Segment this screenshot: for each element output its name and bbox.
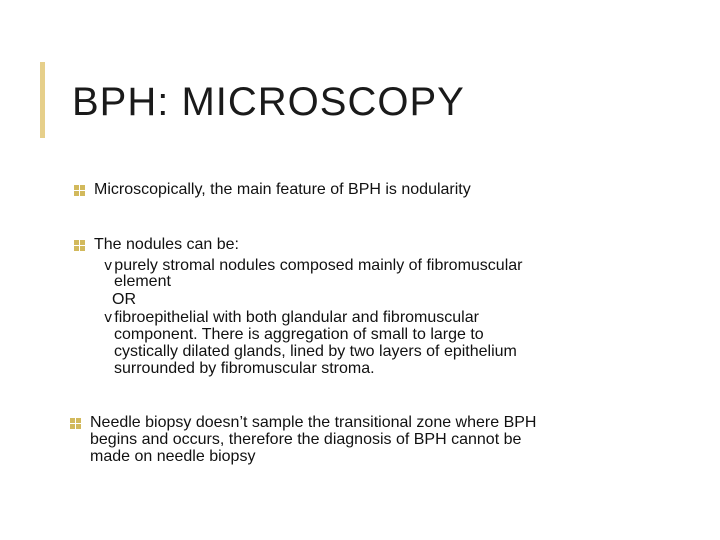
sub-item-2-line-3: cystically dilated glands, lined by two layers of epithelium: [114, 343, 517, 360]
slide-title: BPH: MICROSCOPY: [72, 80, 465, 124]
checkmark-bullet-icon: v: [104, 310, 113, 326]
sub-item-2-line-1: v fibroepithelial with both glandular and fibromuscular: [104, 309, 479, 326]
bullet-text-3-line-3: made on needle biopsy: [90, 448, 256, 465]
bullet-text-3-line-2: begins and occurs, therefore the diagnosis of BPH cannot be: [90, 431, 522, 448]
bullet-text-2: The nodules can be:: [94, 236, 239, 253]
or-text: OR: [112, 291, 136, 308]
sub-item-2-line-2: component. There is aggregation of small to large to: [114, 326, 484, 343]
four-square-bullet-icon: [74, 185, 86, 197]
bullet-text-1: Microscopically, the main feature of BPH is nodularity: [94, 181, 471, 198]
four-square-bullet-icon: [74, 240, 86, 252]
bullet-item-2: [74, 237, 239, 253]
sub-item-1-line-2: element: [114, 273, 171, 290]
bullet-item-1: [74, 182, 471, 198]
checkmark-bullet-icon: v: [104, 258, 113, 274]
bullet-text-3-line-1: Needle biopsy doesn’t sample the transitional zone where BPH: [90, 414, 537, 431]
sub-item-1-line-1: v purely stromal nodules composed mainly of fibromuscular: [104, 257, 523, 274]
sub-item-2-line-4: surrounded by fibromuscular stroma.: [114, 360, 375, 377]
four-square-bullet-icon: [70, 418, 82, 430]
bullet-item-3: [70, 415, 536, 431]
title-accent-bar: [40, 62, 45, 138]
